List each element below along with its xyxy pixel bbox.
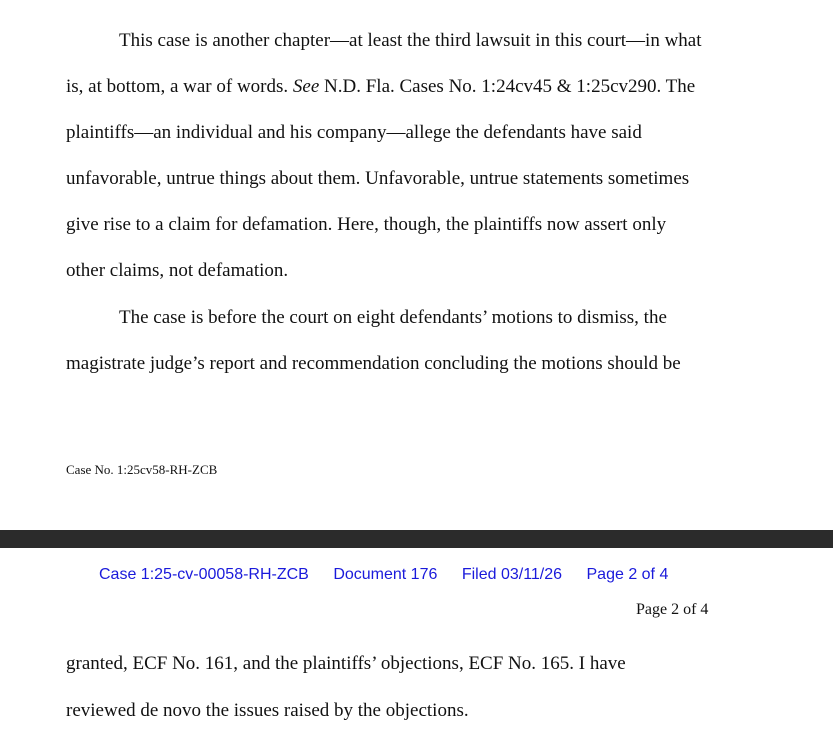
ecf-header-stamp — [99, 565, 668, 585]
footer-case-number: Case No. 1:25cv58-RH-ZCB — [66, 462, 218, 477]
paragraph-1-line-2 — [66, 75, 695, 99]
paragraph-2-line-1: The case is before the court on eight defendants’ motions to dismiss, the — [119, 307, 667, 328]
paragraph-2-line-4: reviewed de novo the issues raised by the objections. — [66, 700, 469, 721]
paragraph-2-line-2: magistrate judge’s report and recommendation concluding the motions should be — [66, 353, 681, 374]
paragraph-1-line-6: other claims, not defamation. — [66, 260, 289, 281]
paragraph-1-line-3: plaintiffs—an individual and his company—allege the defendants have said — [66, 122, 642, 143]
stamp-page-count: Page 2 of 4 — [586, 566, 669, 583]
citation-signal: See — [292, 76, 320, 97]
paragraph-2-line-3: granted, ECF No. 161, and the plaintiffs’ objections, ECF No. 165. I have — [66, 653, 626, 674]
stamp-document-number: Document 176 — [333, 566, 438, 583]
stamp-filed-date: Filed 03/11/26 — [461, 566, 563, 583]
page-number: Page 2 of 4 — [636, 601, 709, 618]
paragraph-1-line-1: This case is another chapter—at least the third lawsuit in this court—in what — [119, 30, 702, 51]
line-text: is, at bottom, a war of words. — [66, 76, 293, 97]
paragraph-1-line-5: give rise to a claim for defamation. Here, though, the plaintiffs now assert only — [66, 214, 667, 235]
paragraph-1-line-4: unfavorable, untrue things about them. Unfavorable, untrue statements sometimes — [66, 168, 690, 189]
line-text: N.D. Fla. Cases No. 1:24cv45 & 1:25cv290. The — [319, 76, 696, 97]
stamp-case-number: Case 1:25-cv-00058-RH-ZCB — [99, 566, 309, 583]
page-separator — [0, 530, 833, 548]
